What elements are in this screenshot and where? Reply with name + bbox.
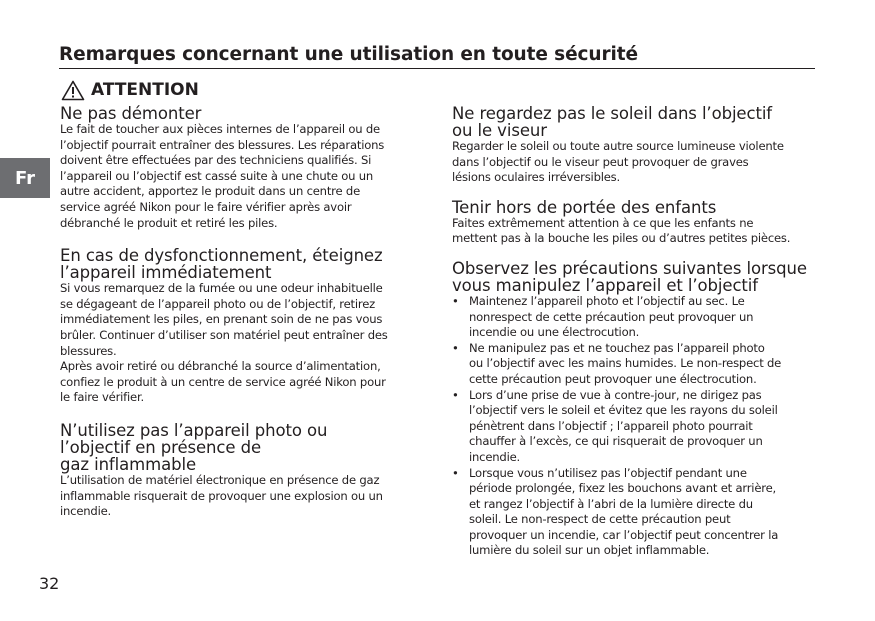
section-heading: Ne regardez pas le soleil dans l’objectif ou le viseur (452, 104, 773, 140)
section-heading: N’utilisez pas l’appareil photo ou l’objectif en présence de gaz inflammable (60, 420, 328, 474)
list-item: • Ne manipulez pas et ne touchez pas l’appareil photo ou l’objectif avec les mains humides. Le non-respect de cette précaution peut provoquer une électrocution. (452, 340, 782, 386)
language-tab: Fr (0, 158, 50, 198)
bullet-icon: • (452, 340, 459, 355)
section-body: Faites extrêmement attention à ce que les enfants ne mettent pas à la bouche les piles ou d’autres petites pièces. (452, 215, 791, 246)
page-title: Remarques concernant une utilisation en toute sécurité (59, 44, 815, 69)
section-heading: Observez les précautions suivantes lorsque vous manipulez l’appareil et l’objectif (452, 258, 807, 295)
section-heading: Tenir hors de portée des enfants (452, 197, 717, 217)
section-dysfonctionnement (60, 247, 425, 406)
section-ne-pas-demonter (60, 105, 425, 231)
bullet-icon: • (452, 465, 459, 480)
section-soleil (452, 105, 817, 186)
section-body: Le fait de toucher aux pièces internes de l’appareil ou de l’objectif pourrait entraîner des blessures. Les réparations doivent être effectuées par des techniciens qualifiés. Si l’appareil ou l’objectif est cassé suite à une chute ou un autre accident, apportez le produit dans un centre de service agréé Nikon pour le faire vérifier après avoir débranché le produit et retiré les piles. (60, 122, 385, 230)
section-body: L’utilisation de matériel électronique en présence de gaz inflammable risquerait de provoquer une explosion ou un incendie. (60, 472, 383, 519)
section-body: Si vous remarquez de la fumée ou une odeur inhabituelle se dégageant de l’appareil photo ou de l’objectif, retirez immédiatement les piles, en prenant soin de ne pas vous brûler. Continuer d’utiliser son matériel peut entraîner des blessures. Après avoir retiré ou débranché la source d’alimentation, confiez le produit à un centre de service agréé Nikon pour le faire vérifier. (60, 281, 388, 405)
warning-triangle-icon (61, 80, 85, 101)
section-gaz-inflammable (60, 422, 425, 520)
attention-label: ATTENTION (91, 80, 199, 100)
section-precautions (452, 260, 817, 559)
attention-header (61, 79, 199, 101)
bullet-icon: • (452, 293, 459, 308)
section-heading: Ne pas démonter (60, 104, 202, 123)
page-number: 32 (39, 574, 60, 593)
section-body: Regarder le soleil ou toute autre source lumineuse violente dans l’objectif ou le viseur peut provoquer de graves lésions oculaires irréversibles. (452, 139, 784, 185)
section-heading: En cas de dysfonctionnement, éteignez l’appareil immédiatement (60, 246, 383, 283)
section-enfants (452, 199, 817, 247)
precautions-list (452, 294, 817, 559)
list-item: • Lorsque vous n’utilisez pas l’objectif pendant une période prolongée, fixez les bouchons avant et arrière, et rangez l’objectif à l’abri de la lumière directe du soleil. Le non-respect de cette précaution peut provoquer un incendie, car l’objectif peut concentrer la lumière du soleil sur un objet inflammable. (452, 465, 779, 558)
bullet-icon: • (452, 387, 459, 402)
list-item: • Lors d’une prise de vue à contre-jour, ne dirigez pas l’objectif vers le soleil et évitez que les rayons du soleil pénètrent dans l’objectif ; l’appareil photo pourrait chauffer à l’excès, ce qui risquerait de provoquer un incendie. (452, 387, 778, 464)
right-column (452, 105, 817, 559)
left-column (60, 105, 425, 520)
list-item: • Maintenez l’appareil photo et l’objectif au sec. Le nonrespect de cette précaution peut provoquer un incendie ou une électrocution. (452, 293, 754, 340)
